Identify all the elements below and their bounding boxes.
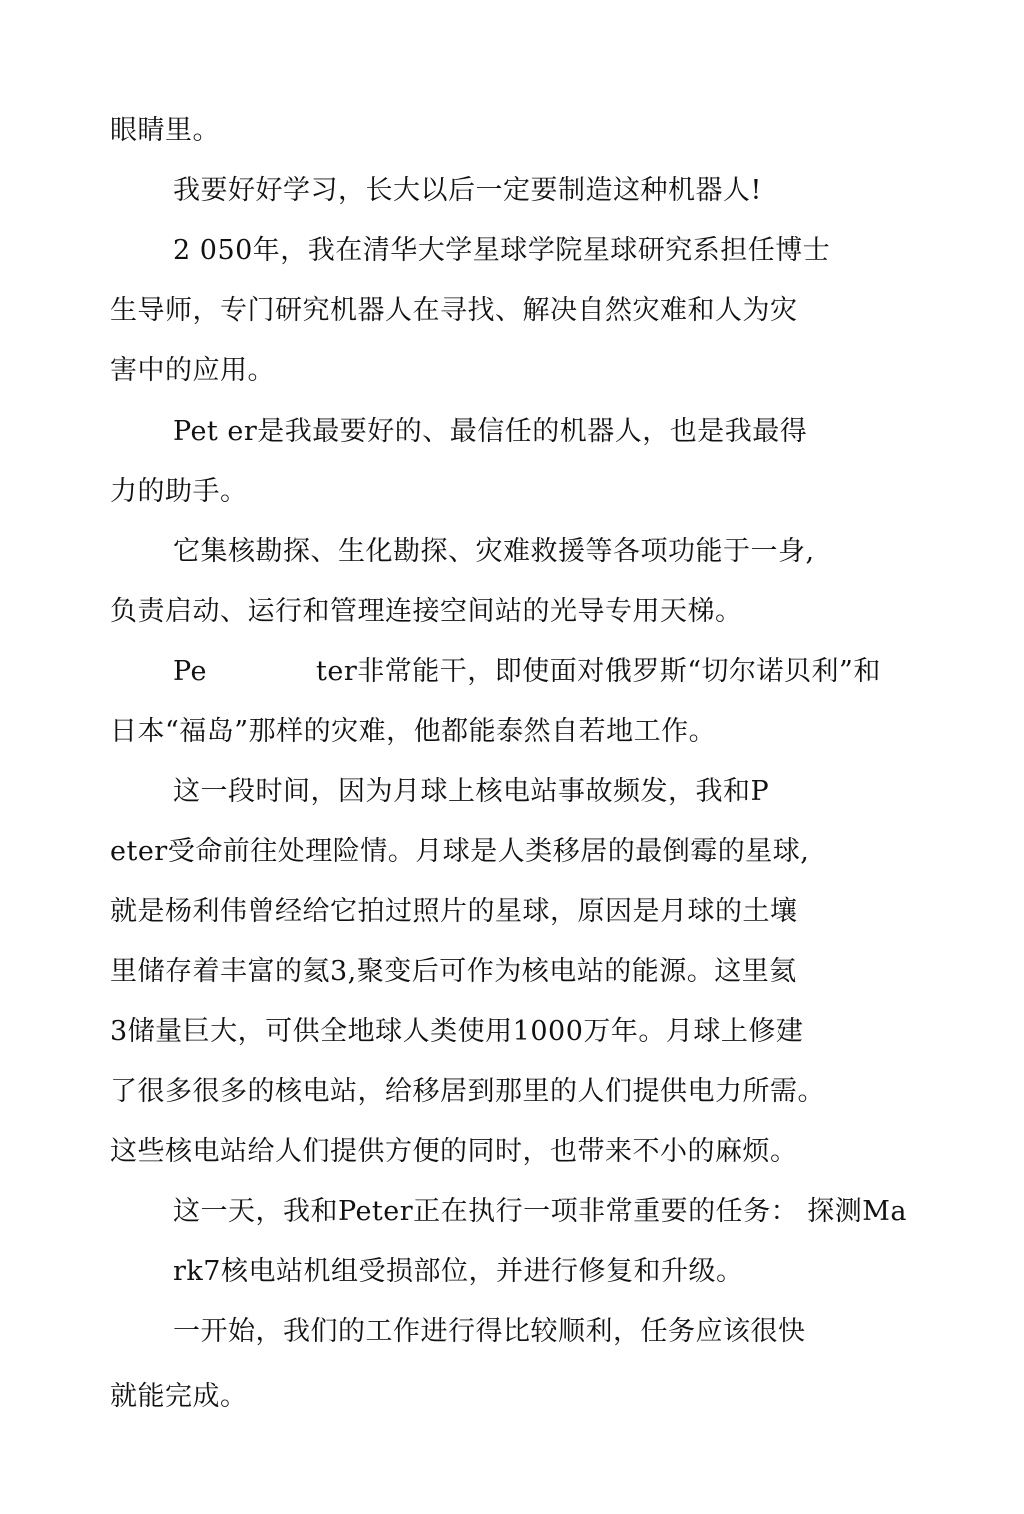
text-line: 它集核勘探、生化勘探、灾难救援等各项功能于一身, [173, 536, 815, 567]
text-line: 负责启动、运行和管理连接空间站的光导专用天梯。 [110, 596, 743, 627]
text-line: 害中的应用。 [110, 355, 275, 386]
text-line: 日本“福岛”那样的灾难，他都能泰然自若地工作。 [110, 716, 717, 747]
text-line: 3储量巨大，可供全地球人类使用1000万年。月球上修建 [110, 1016, 804, 1047]
text-line: 一开始，我们的工作进行得比较顺利，任务应该很快 [173, 1316, 806, 1347]
text-line: 里储存着丰富的氦3,聚变后可作为核电站的能源。这里氦 [110, 956, 797, 987]
text-line: Pet er是我最要好的、最信任的机器人，也是我最得 [173, 416, 808, 447]
text-line: 就是杨利伟曾经给它拍过照片的星球，原因是月球的土壤 [110, 896, 798, 927]
text-line: Pe [173, 656, 207, 687]
text-line: eter受命前往处理险情。月球是人类移居的最倒霉的星球, [110, 836, 810, 867]
text-line: 了很多很多的核电站，给移居到那里的人们提供电力所需。 [110, 1076, 825, 1107]
text-line: 这一天，我和Peter正在执行一项非常重要的任务： 探测Ma [173, 1196, 907, 1227]
text-line: 力的助手。 [110, 476, 248, 507]
text-line: 这一段时间，因为月球上核电站事故频发，我和P [173, 776, 770, 807]
text-line: 2 050年，我在清华大学星球学院星球研究系担任博士 [173, 235, 831, 266]
text-line: 生导师，专门研究机器人在寻找、解决自然灾难和人为灾 [110, 295, 798, 326]
text-line: 我要好好学习，长大以后一定要制造这种机器人! [173, 175, 762, 206]
text-line: 这些核电站给人们提供方便的同时，也带来不小的麻烦。 [110, 1136, 798, 1167]
text-line: 眼睛里。 [110, 115, 220, 146]
text-line: rk7核电站机组受损部位，并进行修复和升级。 [173, 1256, 744, 1287]
text-line: 就能完成。 [110, 1381, 248, 1412]
text-line: ter非常能干，即使面对俄罗斯“切尔诺贝利”和 [316, 656, 881, 687]
